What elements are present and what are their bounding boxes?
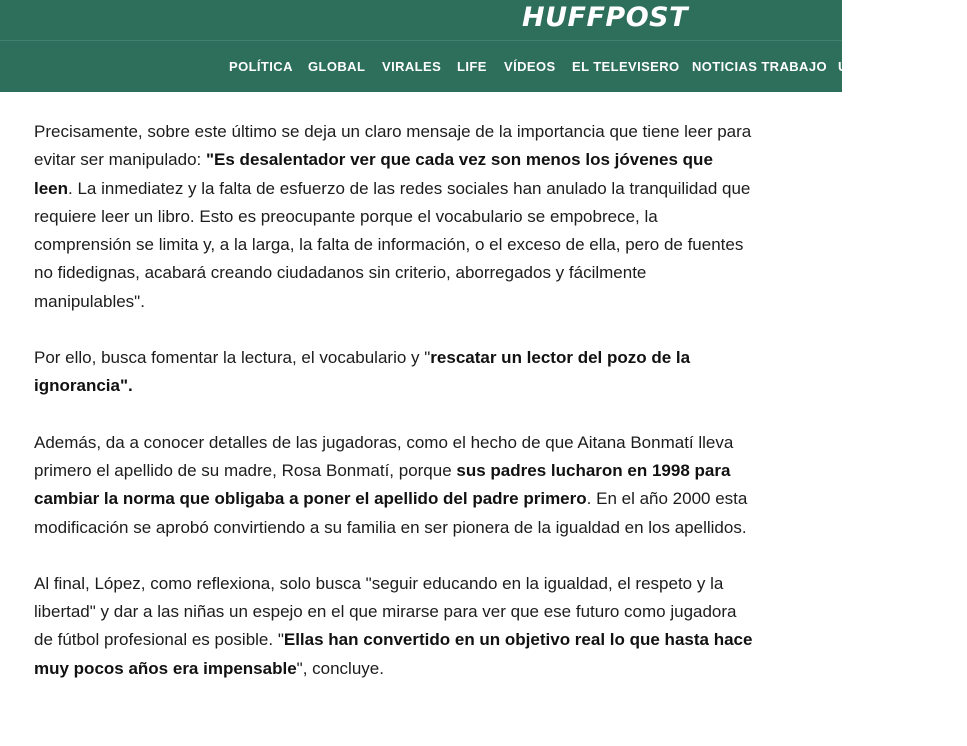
- paragraph-text: ", concluye.: [296, 658, 384, 678]
- article-body: [34, 118, 754, 711]
- paragraph-text: . La inmediatez y la falta de esfuerzo de las redes sociales han anulado la tranquilidad que requiere leer un libro. Esto es preocupante porque el vocabulario se empobrece, la comprensión se limita y, a la larga, la falta de información, o el exceso de ella, pero de fuentes no fidedignas, acabará creando ciudadanos sin criterio, aborregados y fácilmente manipulables".: [34, 178, 751, 311]
- nav-item-virales[interactable]: VIRALES: [382, 59, 442, 74]
- huffpost-logo[interactable]: HUFFPOST: [522, 2, 689, 33]
- paragraph-text: Al final, López, como reflexiona, solo busca "seguir educando en la igualdad, el respeto y la libertad" y dar a las niñas un espejo en el que mirarse para ver que ese futuro como jugadora de fútbol profesional es posible. ": [34, 573, 737, 650]
- paragraph-highlight: rescatar un lector del pozo de la ignorancia".: [34, 348, 691, 396]
- nav-item-politica[interactable]: POLÍTICA: [229, 59, 293, 74]
- paragraph-text: . En el año 2000 esta modificación se aprobó convirtiendo a su familia en ser pionera de la igualdad en los apellidos.: [34, 489, 748, 537]
- nav-item-videos[interactable]: VÍDEOS: [504, 59, 556, 74]
- main-nav: [0, 41, 967, 92]
- nav-item-ultimas-noticias[interactable]: ÚLTIMAS NOTICIAS: [838, 59, 967, 74]
- article-paragraph-4: [34, 570, 754, 683]
- article-paragraph-3: [34, 429, 754, 542]
- paragraph-highlight: "Es desalentador ver que cada vez son menos los jóvenes que leen: [34, 150, 713, 198]
- paragraph-text: Por ello, busca fomentar la lectura, el vocabulario y ": [34, 348, 431, 368]
- paragraph-highlight: sus padres lucharon en 1998 para cambiar la norma que obligaba a poner el apellido del padre primero: [34, 460, 731, 509]
- nav-item-global[interactable]: GLOBAL: [308, 59, 366, 74]
- paragraph-highlight: Ellas han convertido en un objetivo real lo que hasta hace muy pocos años era impensable: [34, 630, 753, 678]
- paragraph-text: Además, da a conocer detalles de las jugadoras, como el hecho de que Aitana Bonmatí lleva primero el apellido de su madre, Rosa Bonmatí, porque: [34, 432, 734, 480]
- paragraph-text: Precisamente, sobre este último se deja un claro mensaje de la importancia que tiene leer para evitar ser manipulado:: [34, 122, 752, 170]
- site-header: [0, 0, 967, 92]
- nav-item-noticias-trabajo[interactable]: NOTICIAS TRABAJO: [692, 59, 827, 74]
- nav-item-life[interactable]: LIFE: [457, 59, 487, 74]
- article-paragraph-2: [34, 344, 754, 401]
- article-paragraph-1: [34, 118, 754, 316]
- nav-item-el-televisero[interactable]: EL TELEVISERO: [572, 59, 680, 74]
